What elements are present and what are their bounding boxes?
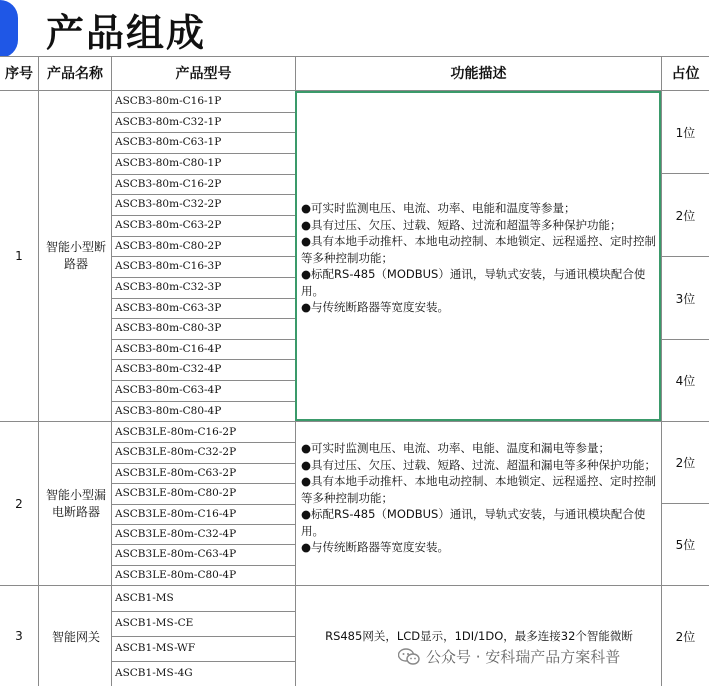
model-cell: ASCB3-80m-C63-4P (115, 384, 222, 397)
desc-line: ●具有过压、欠压、过载、短路、过流、超温和漏电等多种保护功能； (301, 457, 657, 472)
model-cell: ASCB3-80m-C16-3P (115, 260, 222, 273)
header-no: 序号 (0, 56, 38, 90)
header-model: 产品型号 (112, 56, 295, 90)
slot-cell: 2位 (675, 208, 696, 223)
group-desc (297, 586, 661, 686)
model-cell: ASCB3LE-80m-C80-4P (115, 568, 237, 581)
desc-line: ●可实时监测电压、电流、功率、电能、温度和漏电等参量； (301, 441, 611, 455)
grid-line (112, 636, 295, 637)
slot-cell: 2位 (675, 629, 696, 644)
page-title: 产品组成 (46, 11, 207, 55)
desc-line: ●具有本地手动推杆、本地电动控制、本地锁定、远程遥控、定时控制等多种控制功能； (301, 234, 657, 265)
model-cell: ASCB3LE-80m-C32-4P (115, 528, 237, 540)
grid-line (112, 256, 295, 257)
model-cell: ASCB3LE-80m-C63-2P (115, 466, 237, 479)
watermark (398, 646, 620, 667)
model-cell: ASCB3-80m-C80-2P (115, 239, 222, 252)
group-name: 智能小型漏电断路器 (45, 487, 106, 519)
slot-cell: 3位 (675, 291, 696, 306)
grid-line (112, 298, 295, 299)
model-cell: ASCB3-80m-C80-4P (115, 404, 222, 417)
header-name: 产品名称 (39, 56, 111, 90)
model-cell: ASCB3-80m-C32-4P (115, 363, 222, 376)
group-no: 1 (15, 249, 23, 263)
watermark-text: 公众号 · 安科瑞产品方案科普 (426, 648, 621, 666)
model-cell: ASCB3-80m-C16-2P (115, 177, 222, 190)
header-desc: 功能描述 (296, 56, 661, 90)
model-cell: ASCB3-80m-C80-3P (115, 322, 222, 335)
group-name: 智能小型断路器 (45, 240, 106, 271)
model-cell: ASCB3LE-80m-C16-2P (115, 426, 237, 438)
grid-line (112, 661, 295, 662)
grid-line (112, 463, 295, 464)
grid-line (112, 380, 295, 381)
grid-line (112, 401, 295, 402)
header-slot: 占位 (662, 56, 709, 90)
desc-line: ●可实时监测电压、电流、功率、电能和温度等参量； (301, 201, 576, 215)
desc-line: ●具有本地手动推杆、本地电动控制、本地锁定、远程遥控、定时控制等多种控制功能； (301, 474, 657, 505)
model-cell: ASCB3LE-80m-C63-4P (115, 548, 237, 561)
desc-line: ●与传统断路器等宽度安装。 (301, 300, 450, 314)
model-cell: ASCB3-80m-C80-1P (115, 156, 222, 169)
grid-line (112, 565, 295, 566)
grid-line (112, 132, 295, 133)
grid-line (112, 236, 295, 237)
slot-cell: 4位 (675, 374, 696, 388)
model-cell: ASCB3-80m-C63-1P (115, 136, 222, 149)
grid-line (112, 112, 295, 113)
title-accent-bar (0, 0, 18, 58)
grid-line (112, 544, 295, 545)
grid-line (112, 153, 295, 154)
group-desc (297, 440, 661, 556)
slot-cell: 5位 (675, 538, 696, 552)
model-cell: ASCB3LE-80m-C80-2P (115, 487, 237, 500)
slot-cell: 2位 (675, 456, 696, 470)
grid-line (112, 524, 295, 525)
model-cell: ASCB1-MS-WF (115, 642, 196, 654)
model-cell: ASCB3-80m-C32-3P (115, 280, 222, 293)
group-no: 3 (15, 629, 23, 643)
wechat-icon (398, 648, 420, 666)
grid-line (112, 194, 295, 195)
model-cell: ASCB3-80m-C63-3P (115, 301, 222, 314)
desc-line: ●标配RS-485（MODBUS）通讯，导轨式安装，与通讯模块配合使用。 (301, 267, 646, 298)
model-cell: ASCB3-80m-C32-1P (115, 115, 222, 128)
grid-line (0, 56, 709, 57)
slot-cell: 1位 (675, 125, 696, 140)
grid-line (112, 611, 295, 612)
grid-line (112, 174, 295, 175)
grid-line (38, 56, 39, 686)
grid-line (112, 318, 295, 319)
grid-line (112, 277, 295, 278)
desc-line: RS485网关，LCD显示，1DI/1DO，最多连接32个智能微断 (325, 629, 633, 643)
model-cell: ASCB3-80m-C16-1P (115, 95, 222, 107)
desc-line: ●标配RS-485（MODBUS）通讯，导轨式安装，与通讯模块配合使用。 (301, 507, 646, 538)
desc-line: ●具有过压、欠压、过载、短路、过流和超温等多种保护功能； (301, 217, 622, 232)
model-cell: ASCB3-80m-C63-2P (115, 218, 222, 231)
model-cell: ASCB1-MS (115, 592, 174, 604)
group-name: 智能网关 (51, 629, 100, 644)
desc-line: ●与传统断路器等宽度安装。 (301, 540, 450, 554)
grid-line (112, 339, 295, 340)
model-cell: ASCB3LE-80m-C32-2P (115, 446, 237, 459)
group-no: 2 (15, 496, 23, 511)
model-cell: ASCB3-80m-C32-2P (115, 198, 222, 211)
grid-line (112, 483, 295, 484)
model-cell: ASCB1-MS-CE (115, 617, 194, 629)
selected-cell-outline (295, 91, 661, 421)
grid-line (112, 215, 295, 216)
grid-line (112, 442, 295, 443)
grid-line (112, 359, 295, 360)
grid-line (112, 504, 295, 505)
model-cell: ASCB3LE-80m-C16-4P (115, 507, 237, 520)
model-cell: ASCB1-MS-4G (115, 667, 193, 679)
model-cell: ASCB3-80m-C16-4P (115, 342, 222, 355)
